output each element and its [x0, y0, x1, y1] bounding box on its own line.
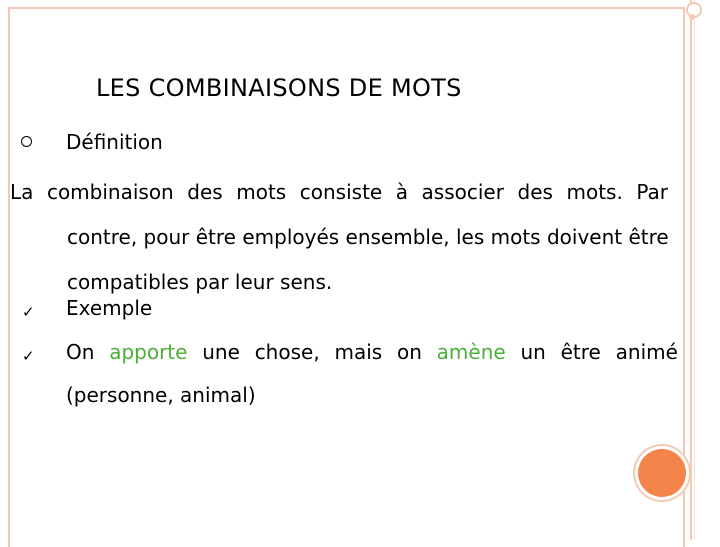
example-word: être [560, 340, 601, 364]
example-sentence-continuation: (personne, animal) [66, 383, 256, 407]
example-word: une [202, 340, 240, 364]
example-word: mais [334, 340, 383, 364]
decorative-dot [689, 14, 695, 20]
frame-right-line-thin [694, 0, 695, 540]
definition-paragraph [10, 170, 678, 305]
circle-bullet-icon [21, 136, 32, 147]
paragraph-line: compatibles par leur sens. [67, 270, 333, 294]
paragraph-line: contre, pour être employés ensemble, les mots doivent être [67, 225, 669, 249]
highlighted-word-apporte: apporte [109, 340, 188, 364]
paragraph-line: La combinaison des mots consiste à associer des mots. Par [10, 180, 668, 204]
example-word: un [520, 340, 546, 364]
slide-title: LES COMBINAISONS DE MOTS [96, 74, 462, 102]
example-word: chose, [254, 340, 320, 364]
checkmark-bullet-icon: ✓ [22, 347, 35, 365]
example-word: On [66, 340, 95, 364]
frame-top-line [8, 7, 684, 9]
example-word: animé [615, 340, 678, 364]
frame-right-line-outer [690, 0, 692, 540]
highlighted-word-amene: amène [436, 340, 506, 364]
decorative-orange-circle [638, 449, 686, 497]
example-sentence [66, 340, 678, 364]
definition-heading: Définition [66, 130, 163, 154]
checkmark-bullet-icon: ✓ [22, 303, 35, 321]
example-heading: Exemple [66, 296, 153, 320]
example-word: on [396, 340, 422, 364]
